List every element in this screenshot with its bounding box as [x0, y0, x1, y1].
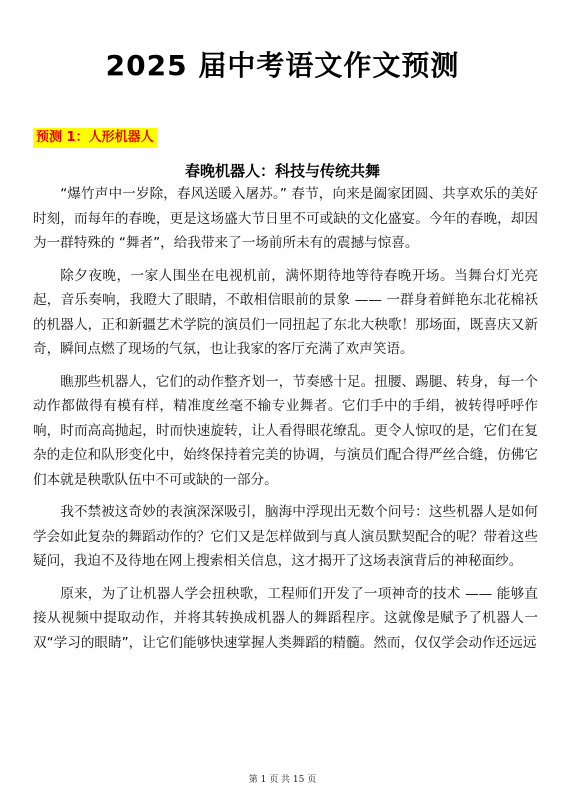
essay-subtitle: 春晚机器人：科技与传统共舞 — [184, 162, 380, 180]
page-footer: 第 1 页 共 15 页 — [248, 775, 317, 785]
paragraph: 原来，为了让机器人学会扭秧歌，工程师们开发了一项神奇的技术 —— 能够直接从视频中提取动作，并将其转换成机器人的舞蹈程序。这就像是赋予了机器人一双“学习的眼睛”，让它们能够快速掌握人类舞蹈的精髓。然而，仅仅学会动作还远远 — [33, 585, 538, 651]
paragraph: “爆竹声中一岁除，春风送暖入屠苏。” 春节，向来是阖家团圆、共享欢乐的美好时刻，而每年的春晚，更是这场盛大节日里不可或缺的文化盛宴。今年的春晚，却因为一群特殊的 “舞者”，给我带来了一场前所未有的震撼与惊喜。 — [33, 186, 538, 251]
paragraph: 我不禁被这奇妙的表演深深吸引，脑海中浮现出无数个问号：这些机器人是如何学会如此复杂的舞蹈动作的？它们又是怎样做到与真人演员默契配合的呢？带着这些疑问，我迫不及待地在网上搜索相关信息，这才揭开了这场表演背后的神秘面纱。 — [33, 504, 538, 569]
paragraph: 除夕夜晚，一家人围坐在电视机前，满怀期待地等待春晚开场。当舞台灯光亮起，音乐奏响，我瞪大了眼睛，不敢相信眼前的景象 —— 一群身着鲜艳东北花棉袄的机器人，正和新疆艺术学院的演员们一同扭起了东北大秧歌！那场面，既喜庆又新奇，瞬间点燃了现场的气氛，也让我家的客厅充满了欢声笑语。 — [33, 267, 538, 357]
document-title: 2025 届中考语文作文预测 — [105, 49, 460, 82]
paragraph: 瞧那些机器人，它们的动作整齐划一，节奏感十足。扭腰、踢腿、转身，每一个动作都做得有模有样，精准度丝毫不输专业舞者。它们手中的手绢，被转得呼呼作响，时而高高抛起，时而快速旋转，让人看得眼花缭乱。更令人惊叹的是，它们在复杂的走位和队形变化中，始终保持着完美的协调，与演员们配合得严丝合缝，仿佛它们本就是秧歌队伍中不可或缺的一部分。 — [33, 373, 538, 488]
section-tag: 预测 1：人形机器人 — [33, 128, 157, 148]
essay-body — [33, 182, 538, 663]
